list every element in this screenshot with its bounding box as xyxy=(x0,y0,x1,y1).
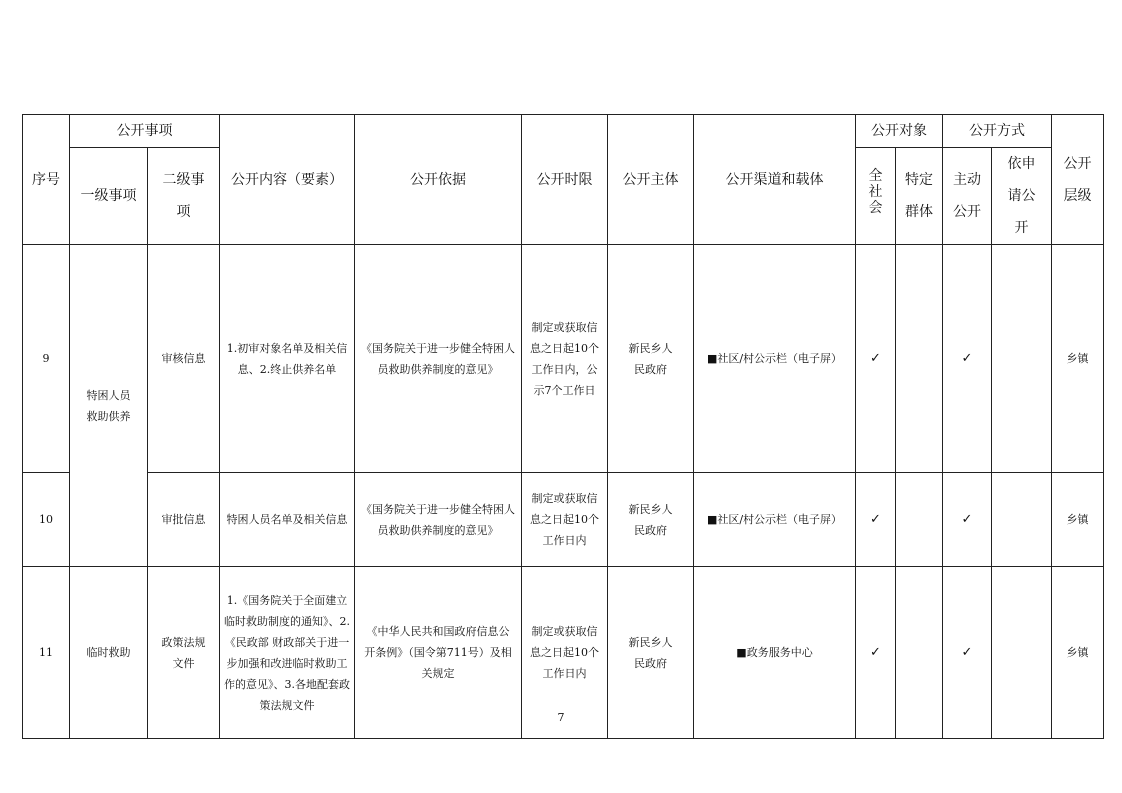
header-basis: 公开依据 xyxy=(355,115,522,245)
header-time-limit: 公开时限 xyxy=(522,115,608,245)
row-basis: 《中华人民共和国政府信息公开条例》（国令第711号）及相关规定 xyxy=(355,567,522,739)
row-seq: 10 xyxy=(23,473,70,567)
header-content: 公开内容（要素） xyxy=(220,115,355,245)
header-row-1 xyxy=(23,115,1104,148)
row-channel: ■社区/村公示栏（电子屏） xyxy=(694,473,856,567)
header-audience-specific: 特定群体 xyxy=(896,148,943,245)
row-method-active: ✓ xyxy=(943,473,992,567)
row-audience-all: ✓ xyxy=(856,473,896,567)
header-level: 公开层级 xyxy=(1052,115,1104,245)
row-content: 特困人员名单及相关信息 xyxy=(220,473,355,567)
header-channel: 公开渠道和载体 xyxy=(694,115,856,245)
row-level2: 审批信息 xyxy=(148,473,220,567)
header-items-group: 公开事项 xyxy=(70,115,220,148)
row-audience-specific xyxy=(896,473,943,567)
table-row xyxy=(23,245,1104,473)
header-subject: 公开主体 xyxy=(608,115,694,245)
row-method-active: ✓ xyxy=(943,567,992,739)
row-level2: 政策法规文件 xyxy=(148,567,220,739)
row-time-limit: 制定或获取信息之日起10个工作日内 xyxy=(522,473,608,567)
header-audience-group: 公开对象 xyxy=(856,115,943,148)
row-level1: 特困人员救助供养 xyxy=(70,245,148,567)
row-time-limit: 制定或获取信息之日起10个工作日内 xyxy=(522,567,608,739)
row-channel: ■社区/村公示栏（电子屏） xyxy=(694,245,856,473)
row-level: 乡镇 xyxy=(1052,473,1104,567)
row-content: 1.《国务院关于全面建立临时救助制度的通知》、2.《民政部 财政部关于进一步加强和改进临时救助工作的意见》、3.各地配套政策法规文件 xyxy=(220,567,355,739)
row-seq: 11 xyxy=(23,567,70,739)
page-number: 7 xyxy=(557,711,565,724)
disclosure-table xyxy=(22,114,1104,739)
row-audience-all: ✓ xyxy=(856,245,896,473)
header-audience-all xyxy=(856,148,896,245)
row-level: 乡镇 xyxy=(1052,245,1104,473)
row-method-request xyxy=(992,245,1052,473)
header-audience-all-text: 全社会 xyxy=(868,168,883,216)
row-level1: 临时救助 xyxy=(70,567,148,739)
row-audience-specific xyxy=(896,245,943,473)
row-seq: 9 xyxy=(23,245,70,473)
header-method-request: 依申请公开 xyxy=(992,148,1052,245)
row-subject: 新民乡人民政府 xyxy=(608,567,694,739)
row-subject: 新民乡人民政府 xyxy=(608,473,694,567)
row-channel: ■政务服务中心 xyxy=(694,567,856,739)
row-content: 1.初审对象名单及相关信息、2.终止供养名单 xyxy=(220,245,355,473)
header-level1: 一级事项 xyxy=(70,148,148,245)
row-basis: 《国务院关于进一步健全特困人员救助供养制度的意见》 xyxy=(355,473,522,567)
header-method-active: 主动公开 xyxy=(943,148,992,245)
row-audience-all: ✓ xyxy=(856,567,896,739)
header-seq: 序号 xyxy=(23,115,70,245)
row-time-limit: 制定或获取信息之日起10个工作日内，公示7个工作日 xyxy=(522,245,608,473)
row-method-active: ✓ xyxy=(943,245,992,473)
row-subject: 新民乡人民政府 xyxy=(608,245,694,473)
header-method-group: 公开方式 xyxy=(943,115,1052,148)
table-row xyxy=(23,473,1104,567)
row-level: 乡镇 xyxy=(1052,567,1104,739)
row-level2: 审核信息 xyxy=(148,245,220,473)
row-basis: 《国务院关于进一步健全特困人员救助供养制度的意见》 xyxy=(355,245,522,473)
row-method-request xyxy=(992,473,1052,567)
header-level2: 二级事项 xyxy=(148,148,220,245)
